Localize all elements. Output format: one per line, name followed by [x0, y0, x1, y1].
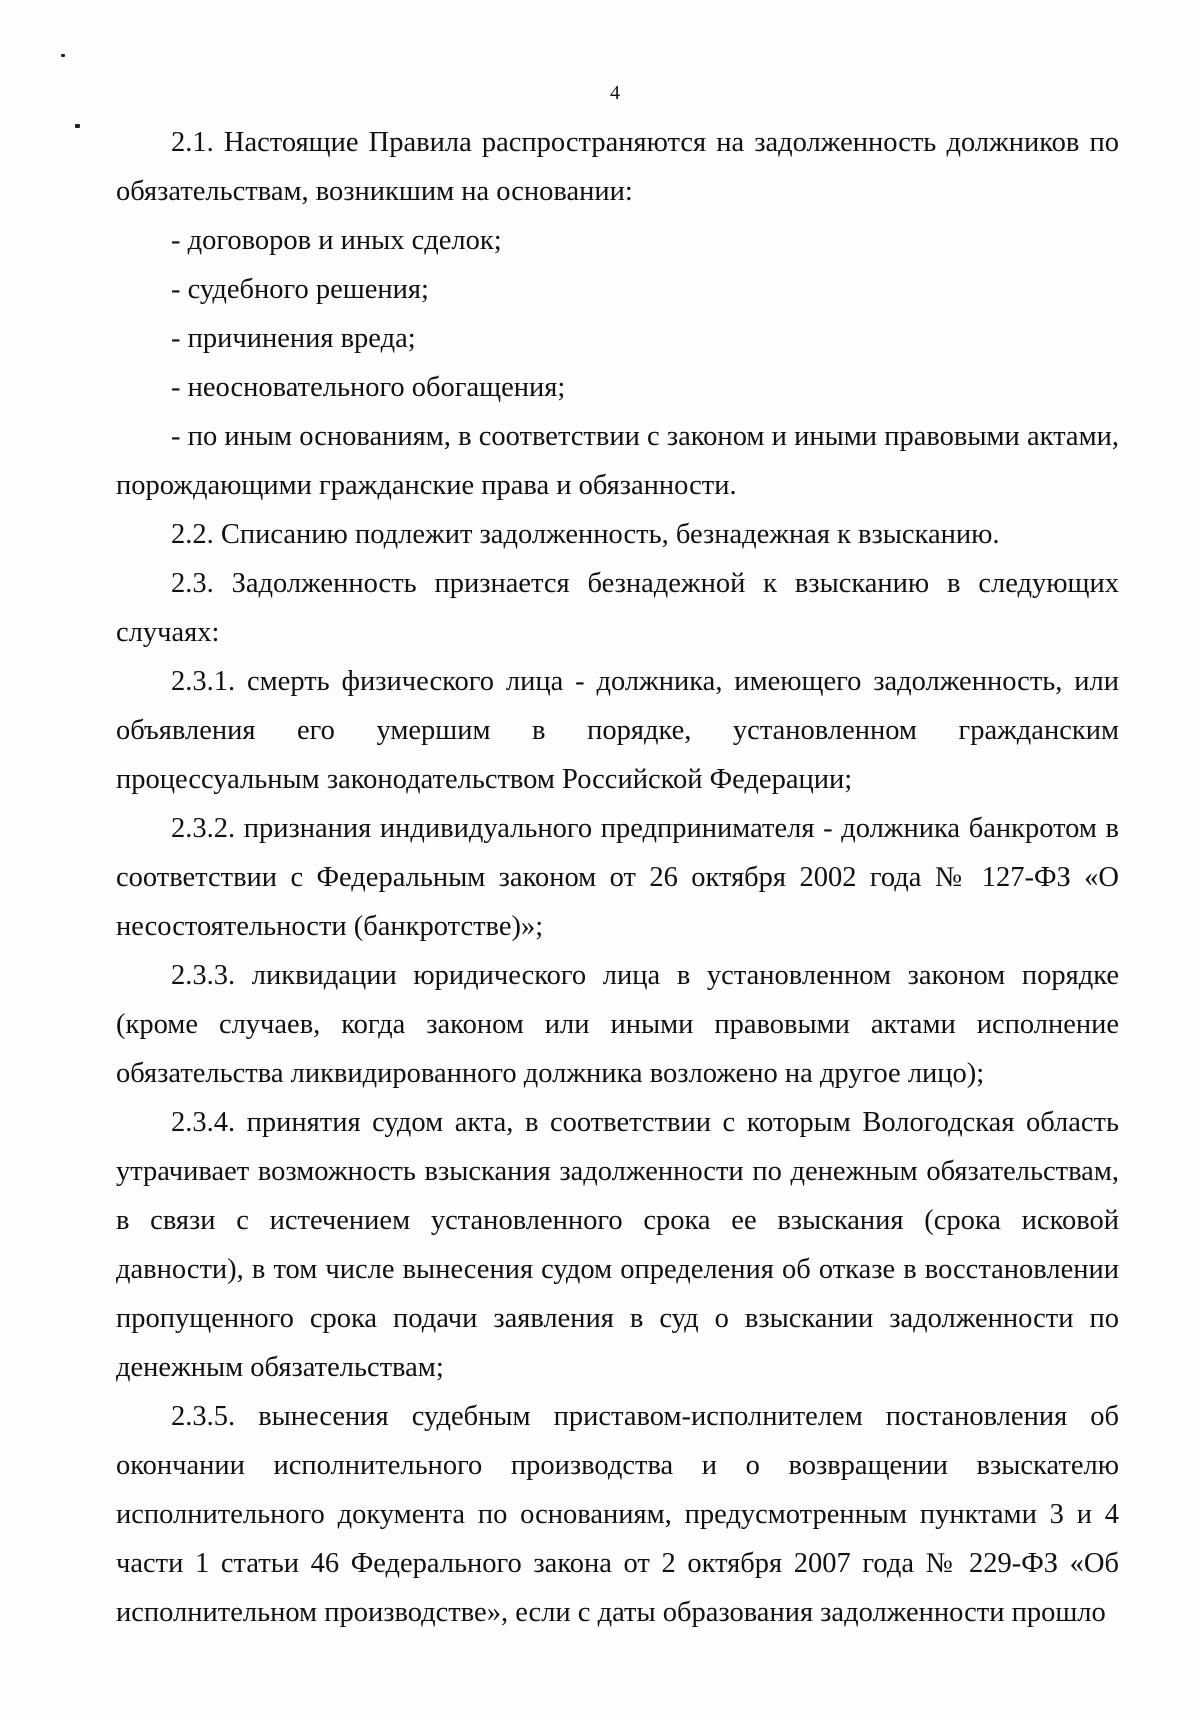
paragraph-2-3-5: 2.3.5. вынесения судебным приставом-исполнителем постановления об окончании исполнительного производства и о возвращении взыскателю исполнительного документа по основаниям, предусмотренным пунктами 3 и 4 части 1 статьи 46 Федерального закона от 2 октября 2007 года № 229-ФЗ «Об исполнительном производстве», если с даты образования задолженности прошло [116, 1401, 1119, 1628]
list-item: - по иным основаниям, в соответствии с законом и иными правовыми актами, порождающими гражданские права и обязанности. [116, 421, 1119, 501]
list-item: - причинения вреда; [171, 323, 416, 354]
paragraph-2-2: 2.2. Списанию подлежит задолженность, безнадежная к взысканию. [171, 519, 1000, 550]
list-item: - неосновательного обогащения; [171, 372, 566, 403]
paragraph-2-1: 2.1. Настоящие Правила распространяются на задолженность должников по обязательствам, возникшим на основании: [116, 127, 1119, 207]
paragraph-2-3: 2.3. Задолженность признается безнадежной к взысканию в следующих случаях: [116, 568, 1119, 648]
paragraph-2-3-4: 2.3.4. принятия судом акта, в соответствии с которым Вологодская область утрачивает возможность взыскания задолженности по денежным обязательствам, в связи с истечением установленного срока ее взыскания (срока исковой давности), в том числе вынесения судом определения об отказе в восстановлении пропущенного срока подачи заявления в суд о взыскании задолженности по денежным обязательствам; [116, 1107, 1119, 1383]
scan-speck [75, 124, 80, 128]
paragraph-2-3-3: 2.3.3. ликвидации юридического лица в установленном законом порядке (кроме случаев, когда законом или иными правовыми актами исполнение обязательства ликвидированного должника возложено на другое лицо); [116, 960, 1119, 1089]
list-item: - судебного решения; [171, 274, 429, 305]
paragraph-2-3-1: 2.3.1. смерть физического лица - должника, имеющего задолженность, или объявления его умершим в порядке, установленном гражданским процессуальным законодательством Российской Федерации; [116, 666, 1119, 795]
document-body [116, 118, 1119, 1637]
page-number: 4 [610, 82, 620, 104]
scan-speck [61, 54, 65, 57]
list-item: - договоров и иных сделок; [171, 225, 502, 256]
paragraph-2-3-2: 2.3.2. признания индивидуального предпринимателя - должника банкротом в соответствии с Федеральным законом от 26 октября 2002 года № 127-ФЗ «О несостоятельности (банкротстве)»; [116, 813, 1119, 942]
